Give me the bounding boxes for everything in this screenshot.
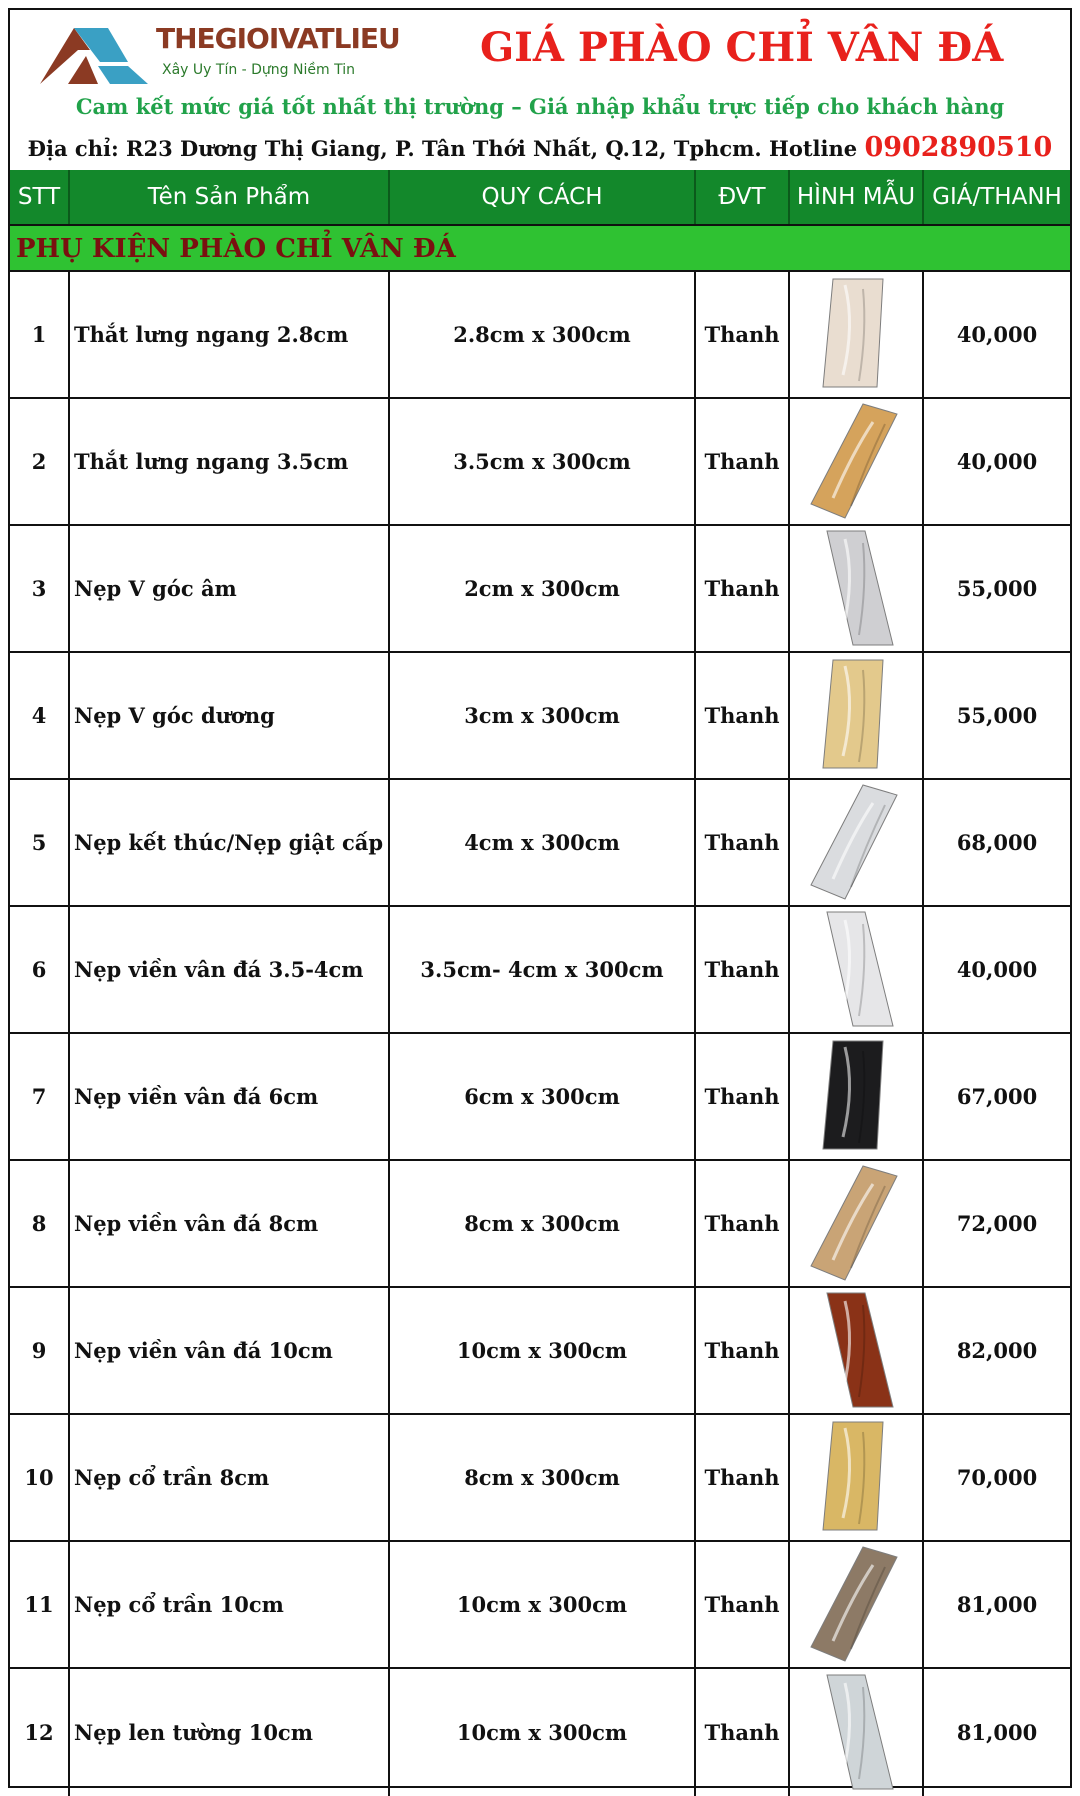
product-image [790, 780, 924, 905]
product-image [790, 653, 924, 778]
table-row [10, 526, 1070, 653]
product-image [790, 1034, 924, 1159]
table-row [10, 1288, 1070, 1415]
product-unit: Thanh [696, 907, 790, 1032]
product-image [790, 1669, 924, 1796]
product-name: Nẹp viền vân đá 3.5-4cm [70, 907, 390, 1032]
product-name: Thắt lưng ngang 2.8cm [70, 272, 390, 397]
column-header-spec: QUY CÁCH [390, 170, 696, 224]
product-unit: Thanh [696, 272, 790, 397]
moulding-sample-icon [793, 910, 919, 1029]
column-header-product-name: Tên Sản Phẩm [70, 170, 390, 224]
product-spec: 3.5cm- 4cm x 300cm [390, 907, 696, 1032]
product-price: 40,000 [956, 449, 1038, 474]
product-spec: 4cm x 300cm [390, 780, 696, 905]
product-unit: Thanh [696, 653, 790, 778]
logo-name: THEGIOIVATLIEU [156, 22, 400, 55]
table-row [10, 1542, 1070, 1669]
product-unit: Thanh [696, 1034, 790, 1159]
address-line [10, 132, 1070, 163]
row-number: 3 [10, 526, 70, 651]
address-text: Địa chỉ: R23 Dương Thị Giang, P. Tân Thới Nhất, Q.12, Tphcm. Hotline [27, 136, 858, 161]
price-sheet [8, 8, 1072, 1788]
row-number: 7 [10, 1034, 70, 1159]
product-unit: Thanh [696, 1415, 790, 1540]
product-name: Nẹp cổ trần 10cm [70, 1542, 390, 1667]
product-price: 68,000 [956, 830, 1038, 855]
product-name: Thắt lưng ngang 3.5cm [70, 399, 390, 524]
sheet-header [10, 10, 1070, 172]
moulding-sample-icon [793, 1164, 919, 1283]
product-unit: Thanh [696, 399, 790, 524]
column-header-price: GIÁ/THANH [932, 184, 1062, 210]
product-spec: 2cm x 300cm [390, 526, 696, 651]
column-header-stt: STT [10, 170, 70, 224]
category-row [10, 226, 1070, 272]
product-price: 40,000 [956, 322, 1038, 347]
product-price: 67,000 [956, 1084, 1038, 1109]
product-price: 72,000 [956, 1211, 1038, 1236]
product-image [790, 1161, 924, 1286]
row-number: 4 [10, 653, 70, 778]
table-row [10, 1161, 1070, 1288]
product-price: 81,000 [956, 1592, 1038, 1617]
product-name: Nẹp cổ trần 8cm [70, 1415, 390, 1540]
moulding-sample-icon [793, 402, 919, 521]
product-image [790, 907, 924, 1032]
product-unit: Thanh [696, 1542, 790, 1667]
product-unit: Thanh [696, 780, 790, 905]
product-spec: 6cm x 300cm [390, 1034, 696, 1159]
logo-tagline: Xây Uy Tín - Dựng Niềm Tin [162, 62, 355, 78]
product-name: Nẹp viền vân đá 8cm [70, 1161, 390, 1286]
product-spec: 10cm x 300cm [390, 1542, 696, 1667]
table-body [10, 272, 1070, 1796]
moulding-sample-icon [793, 1673, 919, 1792]
product-unit: Thanh [696, 1669, 790, 1796]
row-number: 12 [10, 1669, 70, 1796]
row-number: 8 [10, 1161, 70, 1286]
moulding-sample-icon [793, 529, 919, 648]
table-row [10, 1415, 1070, 1542]
table-header-row [10, 170, 1070, 226]
product-image [790, 1288, 924, 1413]
row-number: 11 [10, 1542, 70, 1667]
row-number: 9 [10, 1288, 70, 1413]
page-title: GIÁ PHÀO CHỈ VÂN ĐÁ [480, 24, 1004, 71]
product-spec: 3cm x 300cm [390, 653, 696, 778]
product-price: 40,000 [956, 957, 1038, 982]
row-number: 6 [10, 907, 70, 1032]
moulding-sample-icon [793, 1291, 919, 1410]
table-row [10, 653, 1070, 780]
moulding-sample-icon [793, 275, 919, 394]
column-header-unit: ĐVT [696, 170, 790, 224]
product-image [790, 1415, 924, 1540]
slogan: Cam kết mức giá tốt nhất thị trường – Giá nhập khẩu trực tiếp cho khách hàng [75, 94, 1005, 119]
product-price: 55,000 [956, 576, 1038, 601]
product-price: 81,000 [956, 1720, 1038, 1745]
product-name: Nẹp V góc âm [70, 526, 390, 651]
product-spec: 8cm x 300cm [390, 1161, 696, 1286]
product-price: 82,000 [956, 1338, 1038, 1363]
table-row [10, 907, 1070, 1034]
column-header-image: HÌNH MẪU [790, 170, 924, 224]
table-row [10, 1669, 1070, 1796]
product-price: 70,000 [956, 1465, 1038, 1490]
table-row [10, 1034, 1070, 1161]
product-spec: 8cm x 300cm [390, 1415, 696, 1540]
house-roof-icon [38, 22, 158, 86]
company-logo [38, 18, 400, 88]
product-image [790, 399, 924, 524]
product-spec: 10cm x 300cm [390, 1288, 696, 1413]
product-name: Nẹp kết thúc/Nẹp giật cấp [70, 780, 390, 905]
row-number: 1 [10, 272, 70, 397]
moulding-sample-icon [793, 1418, 919, 1537]
moulding-sample-icon [793, 656, 919, 775]
row-number: 10 [10, 1415, 70, 1540]
product-image [790, 272, 924, 397]
category-label: PHỤ KIỆN PHÀO CHỈ VÂN ĐÁ [16, 234, 456, 264]
product-name: Nẹp viền vân đá 10cm [70, 1288, 390, 1413]
hotline-number: 0902890510 [864, 132, 1053, 163]
product-image [790, 1542, 924, 1667]
price-table [10, 170, 1070, 1796]
row-number: 5 [10, 780, 70, 905]
product-name: Nẹp viền vân đá 6cm [70, 1034, 390, 1159]
product-unit: Thanh [696, 1161, 790, 1286]
moulding-sample-icon [793, 1545, 919, 1664]
table-row [10, 780, 1070, 907]
product-spec: 10cm x 300cm [390, 1669, 696, 1796]
product-unit: Thanh [696, 526, 790, 651]
moulding-sample-icon [793, 783, 919, 902]
product-name: Nẹp len tường 10cm [70, 1669, 390, 1796]
product-name: Nẹp V góc dương [70, 653, 390, 778]
moulding-sample-icon [793, 1037, 919, 1156]
product-price: 55,000 [956, 703, 1038, 728]
table-row [10, 399, 1070, 526]
product-image [790, 526, 924, 651]
product-spec: 2.8cm x 300cm [390, 272, 696, 397]
row-number: 2 [10, 399, 70, 524]
product-unit: Thanh [696, 1288, 790, 1413]
table-row [10, 272, 1070, 399]
product-spec: 3.5cm x 300cm [390, 399, 696, 524]
